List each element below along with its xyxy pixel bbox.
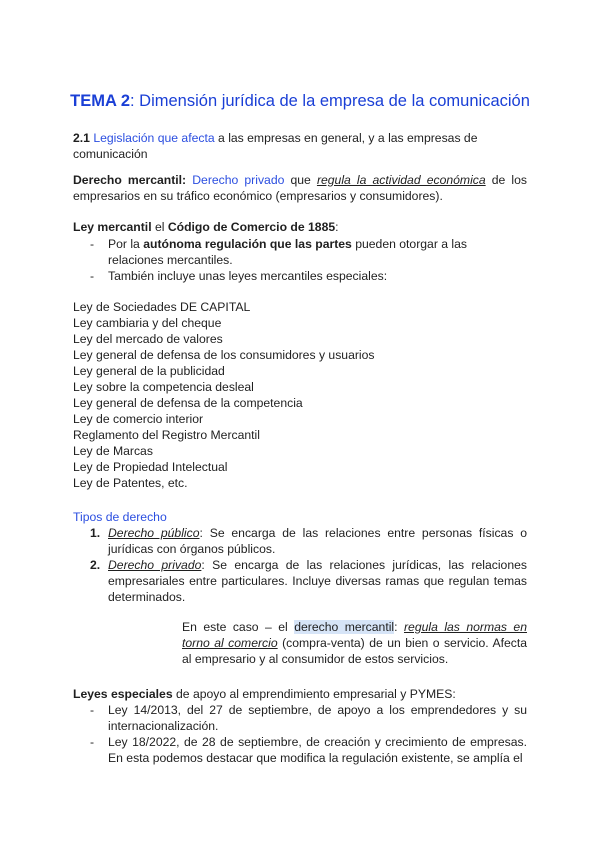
law-item: Ley de Patentes, etc.: [73, 476, 188, 490]
numbered-item-2: [90, 557, 527, 605]
title-strong: TEMA 2: [70, 92, 131, 110]
law-item: Ley general de la publicidad: [73, 364, 225, 378]
section-link[interactable]: Legislación que afecta: [93, 131, 215, 145]
dash-bullet: -: [90, 237, 95, 251]
item-number: 1.: [90, 526, 101, 540]
leyes-especiales-line: [73, 686, 527, 702]
page-title: [0, 92, 600, 111]
caso-pre: En este caso – el: [182, 620, 295, 634]
section-number: 2.1: [73, 131, 90, 145]
bullet-text: Ley 14/2013, del 27 de septiembre, de apoyo a los emprendedores y su internacionalización.: [108, 703, 527, 733]
caso-paragraph: [182, 619, 527, 667]
regula-actividad-text: regula la actividad económica: [316, 173, 486, 187]
derecho-mercantil-label: Derecho mercantil:: [73, 173, 187, 187]
bullet-text: pueden otorgar a las relaciones mercantiles.: [108, 237, 468, 267]
list-item: [90, 268, 520, 284]
list-item: [90, 236, 520, 268]
ley-mercantil-mid: el: [151, 220, 168, 234]
leyes-especiales-rest: de apoyo al emprendimiento empresarial y PYMES:: [172, 687, 456, 701]
bullet-text: Por la: [108, 237, 144, 251]
derecho-mercantil-paragraph: [73, 172, 527, 204]
bullet-list-2: [90, 702, 527, 766]
section-text: a las empresas en general, y a las empresas de comunicación: [73, 131, 478, 161]
regula-normas-text: regula las normas en torno al comercio: [182, 620, 527, 650]
derecho-publico-desc: : Se encarga de las relaciones entre personas físicas o jurídicas con órganos públicos.: [108, 526, 527, 556]
caso-rest: (compra-venta) de un bien o servicio. Afecta al empresario y al consumidor de estos servicios.: [182, 636, 528, 666]
item-number: 2.: [90, 558, 101, 572]
ley-mercantil-end: :: [335, 220, 339, 234]
numbered-item-1: [90, 525, 527, 557]
law-item: Ley sobre la competencia desleal: [73, 380, 254, 394]
derecho-mercantil-highlight: derecho mercantil: [294, 620, 395, 634]
derecho-mercantil-rest: de los empresarios en su tráfico económico (empresarios y consumidores).: [73, 173, 527, 203]
list-item: [90, 702, 527, 734]
list-item: [90, 734, 527, 766]
law-item: Ley del mercado de valores: [73, 332, 223, 346]
dash-bullet: -: [90, 703, 95, 717]
ley-mercantil-line: [73, 219, 527, 235]
dash-bullet: -: [90, 735, 95, 749]
laws-list: [73, 299, 375, 491]
bullet-list-1: [90, 236, 520, 284]
derecho-publico-term: Derecho público: [108, 526, 200, 540]
law-item: Ley general de defensa de los consumidores y usuarios: [73, 348, 375, 362]
title-rest: : Dimensión jurídica de la empresa de la comunicación: [130, 92, 530, 110]
law-item: Ley de Marcas: [73, 444, 153, 458]
law-item: Reglamento del Registro Mercantil: [73, 428, 260, 442]
dash-bullet: -: [90, 269, 95, 283]
codigo-comercio-bold: Código de Comercio de 1885: [167, 220, 336, 234]
leyes-especiales-bold: Leyes especiales: [73, 687, 173, 701]
derecho-privado-desc: : Se encarga de las relaciones jurídicas, las relaciones empresariales entre particulares. Incluye diversas ramas que regulan temas determinados.: [108, 558, 527, 604]
derecho-privado-term: Derecho privado: [108, 558, 202, 572]
section-2-1: [73, 130, 527, 162]
law-item: Ley cambiaria y del cheque: [73, 316, 222, 330]
law-item: Ley de comercio interior: [73, 412, 204, 426]
ley-mercantil-bold: Ley mercantil: [73, 220, 152, 234]
law-item: Ley de Sociedades DE CAPITAL: [73, 300, 251, 314]
tipos-derecho-heading: Tipos de derecho: [73, 510, 167, 524]
text-que: que: [284, 173, 317, 187]
bullet-text: También incluye unas leyes mercantiles especiales:: [108, 269, 388, 283]
caso-colon: :: [394, 620, 404, 634]
law-item: Ley de Propiedad Intelectual: [73, 460, 228, 474]
law-item: Ley general de defensa de la competencia: [73, 396, 303, 410]
bullet-text: Ley 18/2022, de 28 de septiembre, de creación y crecimiento de empresas. En esta podemos destacar que modifica la regulación existente, se amplía el: [108, 735, 527, 765]
bullet-bold-text: autónoma regulación que las partes: [143, 237, 352, 251]
derecho-privado-link[interactable]: Derecho privado: [192, 173, 285, 187]
